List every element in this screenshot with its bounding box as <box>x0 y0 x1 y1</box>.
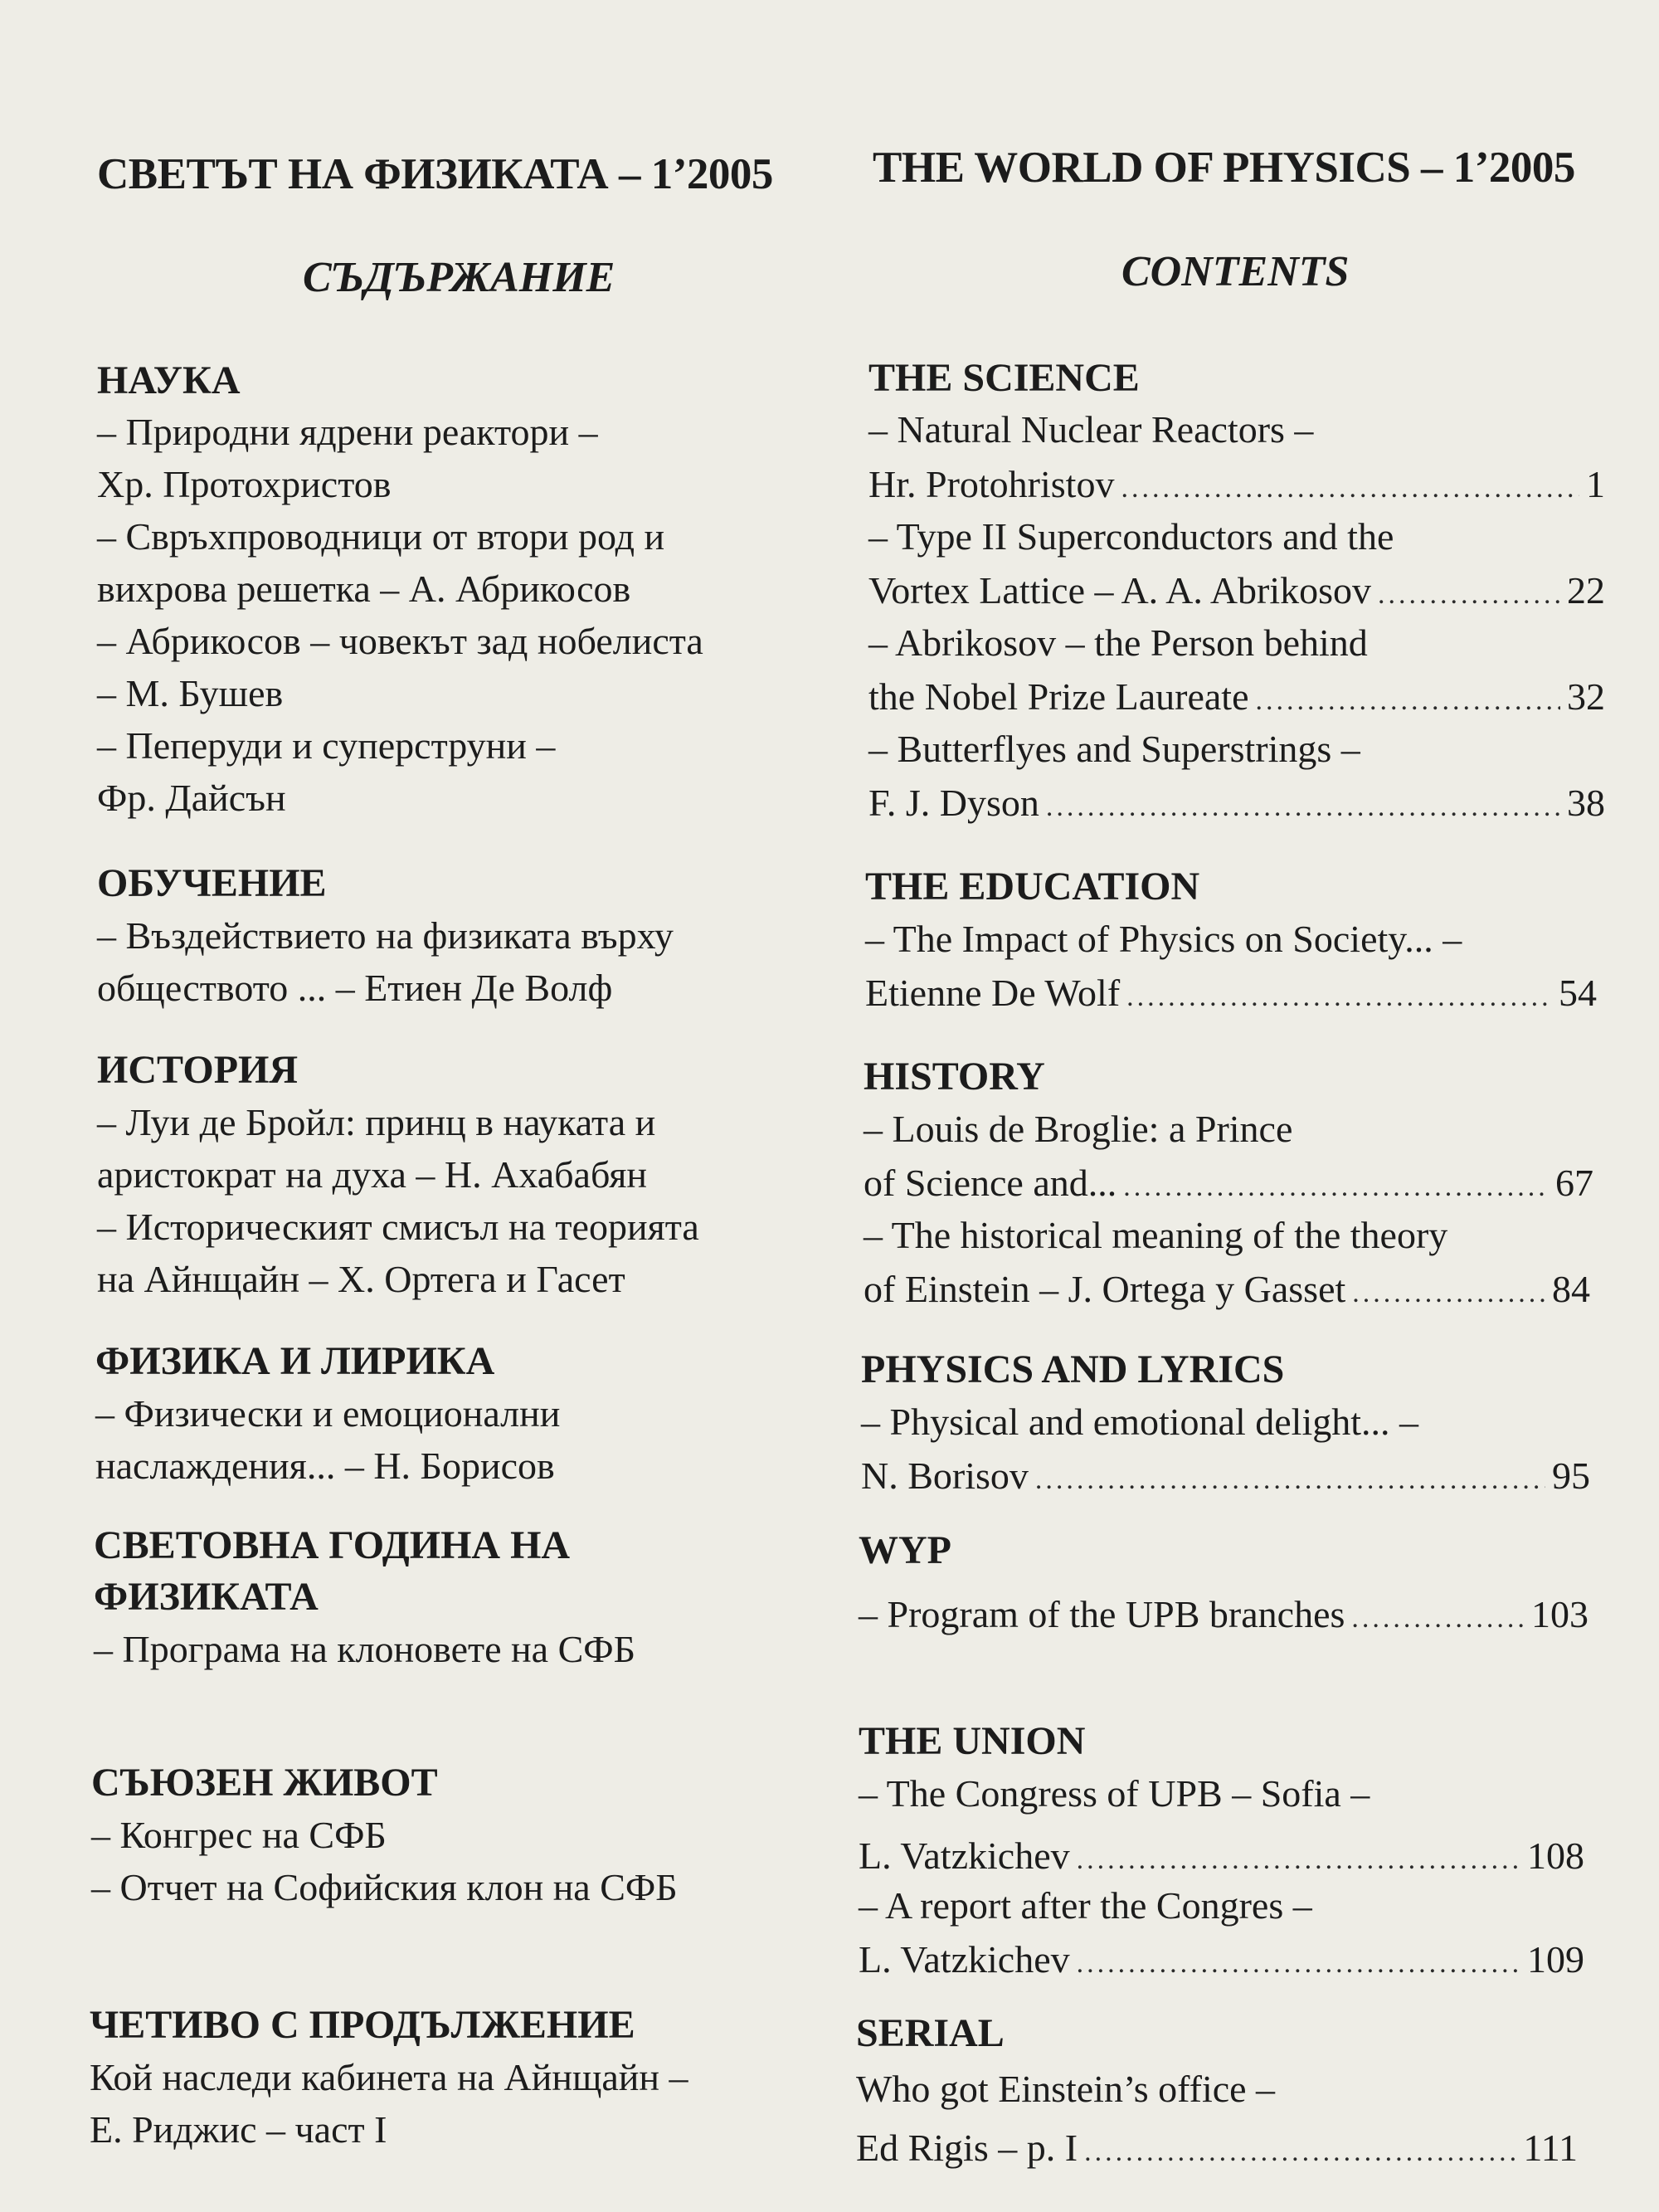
toc-entry-row <box>868 459 1605 514</box>
dot-leader <box>1084 2127 1516 2178</box>
entry-line: – Луи де Бройл: принц в науката и <box>97 1101 656 1143</box>
entry-line: – The historical meaning of the theory <box>864 1214 1448 1256</box>
toc-entry-row <box>859 1934 1584 1990</box>
entry-line: – Програма на клоновете на СФБ <box>94 1628 636 1670</box>
entry-line: – Конгрес на СФБ <box>91 1814 387 1856</box>
toc-entry-text: – Program of the UPB branches <box>859 1593 1345 1635</box>
entry-line: на Айнщайн – Х. Ортега и Гасет <box>97 1258 625 1300</box>
entry-line: аристократ на духа – Н. Ахабабян <box>97 1153 647 1196</box>
toc-entry-text: Ed Rigis – p. I <box>856 2127 1078 2169</box>
entry-line: – Butterflyes and Superstrings – <box>868 728 1360 770</box>
page-number: 103 <box>1531 1593 1588 1635</box>
entry-line: – Природни ядрени реактори – <box>97 411 598 453</box>
entry-line: – Абрикосов – човекът зад нобелиста <box>97 620 703 662</box>
entry-line: – Abrikosov – the Person behind <box>868 621 1368 664</box>
toc-entry-row <box>864 1157 1593 1213</box>
page-number: 109 <box>1527 1938 1584 1981</box>
entry-line: – Въздействието на физиката върху <box>97 914 674 957</box>
entry-line: – Type II Superconductors and the <box>868 515 1394 558</box>
section-title-education-bg: ОБУЧЕНИЕ <box>97 861 327 905</box>
right-contents-heading: CONTENTS <box>1121 248 1350 295</box>
toc-entry-row <box>859 1589 1588 1644</box>
dot-leader <box>1378 569 1560 621</box>
left-masthead: СВЕТЪТ НА ФИЗИКАТА – 1’2005 <box>97 150 773 198</box>
page-number: 111 <box>1523 2127 1578 2169</box>
page-number: 38 <box>1567 782 1605 824</box>
entry-line: – Natural Nuclear Reactors – <box>868 408 1314 451</box>
toc-entry-text: Vortex Lattice – A. A. Abrikosov <box>868 569 1372 611</box>
entry-line: Who got Einstein’s office – <box>856 2068 1276 2110</box>
dot-leader <box>1351 1593 1525 1644</box>
toc-entry-text: L. Vatzkichev <box>859 1938 1070 1981</box>
dot-leader <box>1123 1162 1549 1213</box>
entry-line: – A report after the Congres – <box>859 1884 1312 1927</box>
entry-line: наслаждения... – Н. Борисов <box>95 1445 555 1487</box>
dot-leader <box>1035 1454 1545 1506</box>
entry-line: – Отчет на Софийския клон на СФБ <box>91 1866 678 1908</box>
entry-line: Кой наследи кабинета на Айнщайн – <box>90 2056 688 2098</box>
toc-entry-text: Hr. Protohristov <box>868 463 1115 505</box>
entry-line: Фр. Дайсън <box>97 777 286 819</box>
entry-line: – The Congress of UPB – Sofia – <box>859 1772 1370 1815</box>
section-title-the-union: THE UNION <box>859 1719 1086 1763</box>
toc-entry-row <box>865 967 1597 1023</box>
section-title-serial: SERIAL <box>856 2011 1005 2055</box>
dot-leader <box>1046 782 1560 833</box>
toc-entry-text: L. Vatzkichev <box>859 1834 1070 1877</box>
page-number: 95 <box>1552 1454 1590 1497</box>
page-number: 108 <box>1527 1834 1584 1877</box>
dot-leader <box>1077 1938 1520 1990</box>
entry-line: обществото ... – Етиен Де Волф <box>97 967 613 1009</box>
entry-line: Е. Риджис – част I <box>90 2108 387 2151</box>
page-number: 54 <box>1559 972 1597 1014</box>
toc-entry-row <box>868 671 1605 727</box>
section-title-wyp-bg-line2: ФИЗИКАТА <box>94 1575 319 1619</box>
toc-entry-row <box>856 2122 1578 2178</box>
toc-entry-row <box>859 1830 1584 1886</box>
toc-entry-text: the Nobel Prize Laureate <box>868 675 1249 718</box>
entry-line: – Свръхпроводници от втори род и <box>97 515 665 558</box>
entry-line: – М. Бушев <box>97 672 284 714</box>
section-title-the-science: THE SCIENCE <box>868 356 1140 400</box>
dot-leader <box>1121 463 1579 514</box>
dot-leader <box>1256 675 1561 727</box>
section-title-wyp: WYP <box>859 1528 951 1572</box>
toc-entry-row <box>861 1450 1590 1506</box>
entry-line: – Пеперуди и суперструни – <box>97 724 556 767</box>
toc-entry-text: of Einstein – J. Ortega y Gasset <box>864 1268 1346 1310</box>
entry-line: – The Impact of Physics on Society... – <box>865 918 1462 960</box>
entry-line: – Louis de Broglie: a Prince <box>864 1108 1293 1150</box>
toc-entry-text: N. Borisov <box>861 1454 1029 1497</box>
section-title-serial-bg: ЧЕТИВО С ПРОДЪЛЖЕНИЕ <box>90 2003 635 2047</box>
toc-entry-row <box>864 1264 1590 1319</box>
dot-leader <box>1352 1268 1545 1319</box>
section-title-physics-and-lyrics: PHYSICS AND LYRICS <box>861 1347 1285 1391</box>
dot-leader <box>1077 1834 1520 1886</box>
page-number: 22 <box>1567 569 1605 611</box>
section-title-science-bg: НАУКА <box>97 358 241 402</box>
toc-entry-text: F. J. Dyson <box>868 782 1039 824</box>
section-title-history: HISTORY <box>864 1055 1045 1099</box>
page-number: 67 <box>1555 1162 1593 1204</box>
entry-line: Хр. Протохристов <box>97 463 392 505</box>
page-number: 1 <box>1586 463 1605 505</box>
section-title-the-education: THE EDUCATION <box>865 865 1200 909</box>
section-title-wyp-bg-line1: СВЕТОВНА ГОДИНА НА <box>94 1523 571 1567</box>
toc-entry-row <box>868 565 1605 621</box>
entry-line: – Физически и емоционални <box>95 1392 561 1435</box>
toc-entry-text: of Science and... <box>864 1162 1117 1204</box>
page-number: 84 <box>1552 1268 1590 1310</box>
left-contents-heading: СЪДЪРЖАНИЕ <box>303 254 615 301</box>
entry-line: вихрова решетка – А. Абрикосов <box>97 568 631 610</box>
entry-line: – Историческият смисъл на теорията <box>97 1206 699 1248</box>
page-number: 32 <box>1567 675 1605 718</box>
entry-line: – Physical and emotional delight... – <box>861 1401 1419 1443</box>
section-title-history-bg: ИСТОРИЯ <box>97 1048 299 1092</box>
dot-leader <box>1126 972 1552 1023</box>
right-masthead: THE WORLD OF PHYSICS – 1’2005 <box>873 144 1575 192</box>
toc-entry-text: Etienne De Wolf <box>865 972 1121 1014</box>
section-title-lyrics-bg: ФИЗИКА И ЛИРИКА <box>95 1339 495 1383</box>
toc-entry-row <box>868 777 1605 833</box>
section-title-union-bg: СЪЮЗЕН ЖИВОТ <box>91 1761 438 1805</box>
